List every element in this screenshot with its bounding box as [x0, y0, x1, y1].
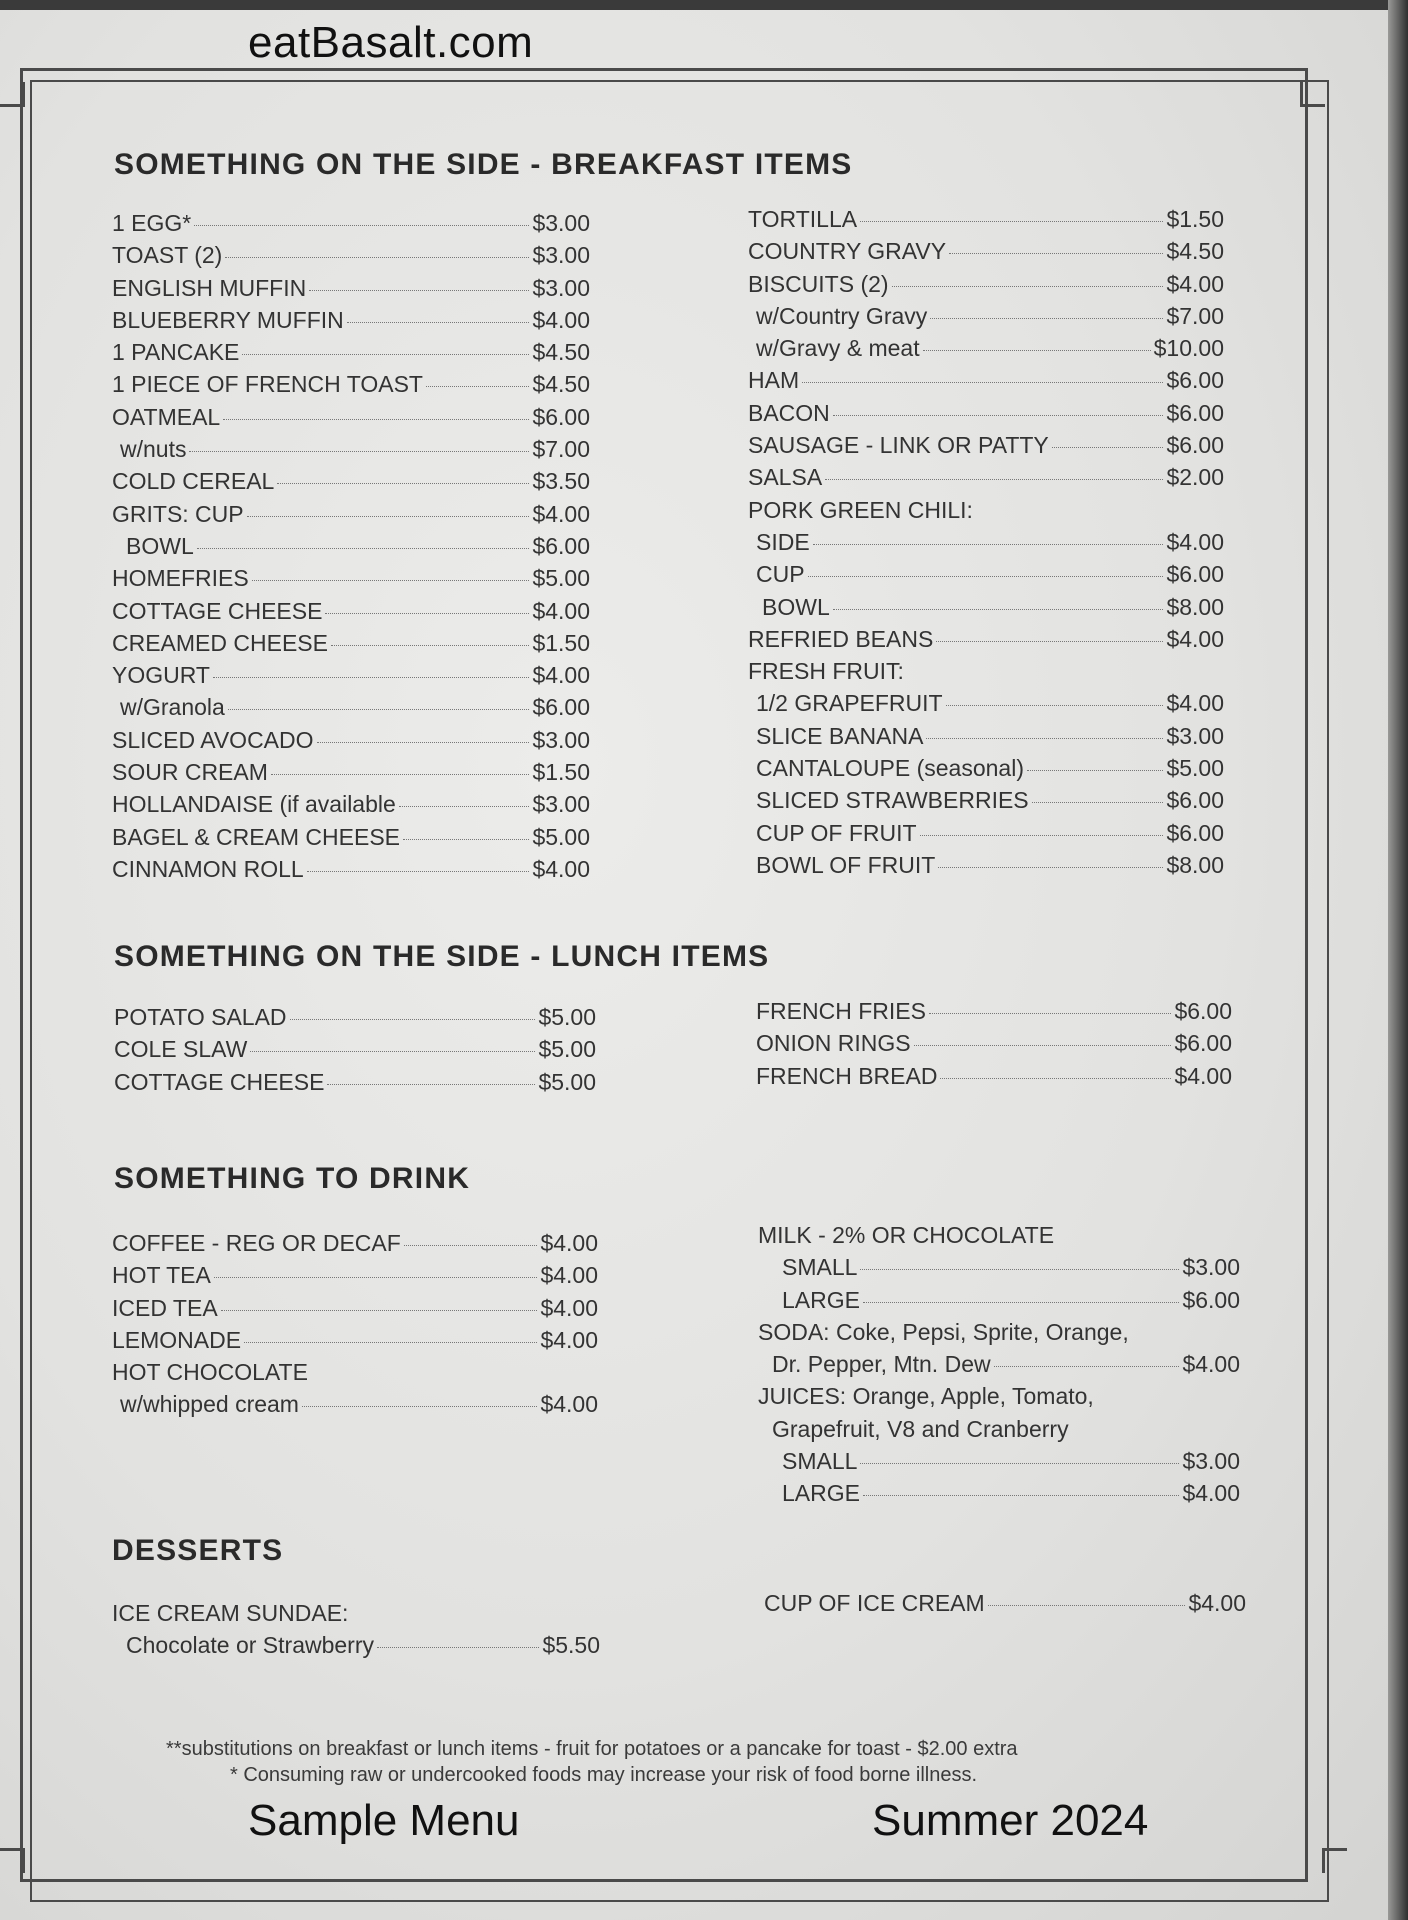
dot-leader — [860, 1463, 1179, 1464]
menu-item — [112, 598, 590, 630]
menu-item-name: w/Gravy & meat — [756, 335, 920, 362]
menu-item — [112, 630, 590, 662]
menu-item — [112, 1391, 598, 1423]
menu-item-price: $4.00 — [1166, 690, 1224, 717]
menu-item — [748, 820, 1224, 852]
menu-item-name: BISCUITS (2) — [748, 270, 889, 297]
dot-leader — [250, 1051, 535, 1052]
menu-item — [758, 1383, 1240, 1415]
menu-item-price: $4.00 — [1174, 1062, 1232, 1089]
breakfast-left-column — [112, 210, 590, 888]
menu-item-name: FRENCH BREAD — [756, 1062, 938, 1089]
dot-leader — [197, 548, 530, 549]
menu-item — [112, 1327, 598, 1359]
menu-item-name: SLICED STRAWBERRIES — [756, 787, 1029, 814]
page-top-edge — [0, 0, 1408, 10]
menu-item — [748, 497, 1224, 529]
menu-item-name: COTTAGE CHEESE — [114, 1068, 325, 1095]
menu-item-price: $4.00 — [532, 855, 590, 882]
dot-leader — [1032, 802, 1164, 803]
menu-item — [114, 1069, 596, 1101]
menu-item-price: $1.50 — [532, 759, 590, 786]
menu-item-price: $3.00 — [532, 726, 590, 753]
menu-item-price: $10.00 — [1153, 335, 1224, 362]
dot-leader — [930, 318, 1163, 319]
menu-item — [112, 210, 590, 242]
dot-leader — [403, 839, 529, 840]
menu-item — [112, 339, 590, 371]
page-right-edge — [1388, 0, 1408, 1920]
menu-item-name: COUNTRY GRAVY — [748, 238, 947, 265]
menu-item-price: $5.00 — [1166, 755, 1224, 782]
dot-leader — [271, 774, 530, 775]
dot-leader — [923, 350, 1151, 351]
menu-item-price: $6.00 — [1166, 561, 1224, 588]
menu-item — [748, 464, 1224, 496]
menu-item-name: CINNAMON ROLL — [112, 855, 304, 882]
menu-item-name: w/nuts — [120, 436, 187, 463]
dot-leader — [307, 871, 530, 872]
menu-item — [112, 371, 590, 403]
menu-item — [112, 1600, 600, 1632]
breakfast-right-column — [748, 206, 1224, 884]
menu-item-price: $6.00 — [1166, 787, 1224, 814]
menu-item — [748, 206, 1224, 238]
menu-item — [112, 404, 590, 436]
dot-leader — [994, 1366, 1180, 1367]
menu-item — [758, 1287, 1240, 1319]
menu-item-name: HOT CHOCOLATE — [112, 1359, 308, 1386]
menu-item — [748, 723, 1224, 755]
site-url: eatBasalt.com — [248, 18, 534, 67]
menu-item — [758, 1416, 1240, 1448]
border-corner-ornament — [0, 1848, 25, 1873]
menu-item-name: SAUSAGE - LINK OR PATTY — [748, 432, 1049, 459]
menu-item — [112, 694, 590, 726]
menu-item-price: $3.00 — [532, 242, 590, 269]
menu-item — [748, 755, 1224, 787]
menu-item — [112, 1230, 598, 1262]
dot-leader — [863, 1302, 1179, 1303]
menu-item-name: Dr. Pepper, Mtn. Dew — [772, 1351, 991, 1378]
menu-item-price: $4.50 — [532, 371, 590, 398]
menu-item-name: 1 PANCAKE — [112, 339, 240, 366]
menu-item — [756, 1063, 1232, 1095]
menu-item-price: $3.50 — [532, 468, 590, 495]
menu-item-price: $3.00 — [1182, 1448, 1240, 1475]
menu-item-price: $4.00 — [1166, 528, 1224, 555]
menu-item — [748, 529, 1224, 561]
menu-item-name: 1/2 GRAPEFRUIT — [756, 690, 943, 717]
menu-item-name: OATMEAL — [112, 403, 221, 430]
menu-item-name: BOWL OF FRUIT — [756, 851, 936, 878]
menu-item-name: CUP OF ICE CREAM — [764, 1590, 985, 1616]
menu-item-name: ICE CREAM SUNDAE: — [112, 1600, 349, 1626]
menu-item — [112, 824, 590, 856]
dot-leader — [914, 1045, 1172, 1046]
menu-item-name: LARGE — [782, 1286, 860, 1313]
menu-item-price: $4.00 — [532, 500, 590, 527]
dot-leader — [228, 709, 530, 710]
dot-leader — [860, 1269, 1179, 1270]
menu-item-name: HOT TEA — [112, 1262, 211, 1289]
menu-item-name: HOMEFRIES — [112, 565, 249, 592]
menu-item-price: $8.00 — [1166, 593, 1224, 620]
menu-item — [748, 658, 1224, 690]
menu-item-name: ICED TEA — [112, 1294, 218, 1321]
dot-leader — [936, 641, 1163, 642]
footer-season: Summer 2024 — [872, 1796, 1149, 1845]
menu-item-price: $1.50 — [532, 629, 590, 656]
menu-item-price: $5.00 — [532, 565, 590, 592]
menu-item-name: Grapefruit, V8 and Cranberry — [772, 1415, 1069, 1442]
dot-leader — [863, 1495, 1179, 1496]
menu-item — [112, 1295, 598, 1327]
border-corner-ornament — [1300, 82, 1325, 107]
menu-item — [112, 307, 590, 339]
menu-item-name: w/whipped cream — [120, 1391, 299, 1418]
menu-item-name: COLD CEREAL — [112, 468, 275, 495]
menu-item-name: TOAST (2) — [112, 242, 223, 269]
desserts-right-column — [764, 1590, 1246, 1622]
menu-item — [748, 432, 1224, 464]
menu-item-price: $4.00 — [540, 1326, 598, 1353]
dot-leader — [290, 1019, 536, 1020]
dot-leader — [940, 1078, 1171, 1079]
menu-item — [112, 501, 590, 533]
menu-item — [764, 1590, 1246, 1622]
menu-item — [112, 533, 590, 565]
menu-item-name: LARGE — [782, 1480, 860, 1507]
dot-leader — [213, 677, 529, 678]
menu-item — [112, 468, 590, 500]
menu-item — [748, 238, 1224, 270]
dot-leader — [214, 1277, 538, 1278]
menu-item-name: BOWL — [126, 532, 194, 559]
dot-leader — [802, 382, 1163, 383]
menu-item-price: $5.50 — [542, 1632, 600, 1659]
menu-item — [748, 271, 1224, 303]
lunch-left-column — [114, 1004, 596, 1101]
menu-item-name: HOLLANDAISE (if available — [112, 791, 396, 818]
menu-item-name: ENGLISH MUFFIN — [112, 274, 307, 301]
drinks-left-column — [112, 1230, 598, 1424]
dot-leader — [327, 1084, 535, 1085]
dot-leader — [194, 225, 529, 226]
menu-item-price: $4.00 — [1182, 1351, 1240, 1378]
menu-item-price: $4.00 — [532, 662, 590, 689]
menu-item-name: CUP — [756, 561, 805, 588]
menu-item-name: SALSA — [748, 464, 823, 491]
dot-leader — [302, 1406, 537, 1407]
menu-item — [114, 1036, 596, 1068]
menu-item — [112, 275, 590, 307]
menu-item-price: $4.50 — [532, 339, 590, 366]
menu-item-price: $6.00 — [532, 532, 590, 559]
border-corner-ornament — [0, 82, 25, 107]
menu-item-price: $4.00 — [540, 1391, 598, 1418]
menu-item-price: $4.00 — [1182, 1480, 1240, 1507]
menu-item-price: $4.50 — [1166, 238, 1224, 265]
menu-item-price: $3.00 — [1182, 1254, 1240, 1281]
menu-item — [112, 1262, 598, 1294]
menu-item-price: $6.00 — [1166, 432, 1224, 459]
menu-item-name: REFRIED BEANS — [748, 625, 934, 652]
menu-item-price: $6.00 — [1166, 399, 1224, 426]
lunch-section-title: SOMETHING ON THE SIDE - LUNCH ITEMS — [114, 940, 770, 973]
dot-leader — [808, 576, 1164, 577]
dot-leader — [426, 386, 529, 387]
dot-leader — [223, 419, 529, 420]
menu-item-name: COTTAGE CHEESE — [112, 597, 323, 624]
dot-leader — [317, 742, 530, 743]
dot-leader — [988, 1605, 1186, 1606]
menu-item-price: $6.00 — [532, 403, 590, 430]
menu-item-price: $6.00 — [532, 694, 590, 721]
menu-item — [114, 1004, 596, 1036]
dot-leader — [247, 516, 530, 517]
menu-item-name: FRESH FRUIT: — [748, 658, 904, 685]
menu-item-name: w/Country Gravy — [756, 302, 928, 329]
menu-item-price: $5.00 — [538, 1036, 596, 1063]
menu-item — [112, 727, 590, 759]
menu-item — [112, 242, 590, 274]
menu-item-name: ONION RINGS — [756, 1030, 911, 1057]
menu-item — [112, 1632, 600, 1664]
menu-item — [748, 787, 1224, 819]
drinks-right-column — [758, 1222, 1240, 1513]
substitutions-note: **substitutions on breakfast or lunch items - fruit for potatoes or a pancake for toast - $2.00 extra — [166, 1738, 1018, 1760]
menu-item-price: $3.00 — [532, 274, 590, 301]
menu-item-price: $2.00 — [1166, 464, 1224, 491]
menu-item — [748, 400, 1224, 432]
menu-item — [748, 690, 1224, 722]
raw-food-warning: * Consuming raw or undercooked foods may increase your risk of food borne illness. — [230, 1764, 978, 1786]
dot-leader — [225, 257, 529, 258]
menu-item-name: JUICES: Orange, Apple, Tomato, — [758, 1383, 1094, 1410]
menu-item — [748, 367, 1224, 399]
menu-item-price: $3.00 — [1166, 722, 1224, 749]
menu-item-price: $7.00 — [532, 436, 590, 463]
menu-item-price: $4.00 — [540, 1294, 598, 1321]
menu-item-name: w/Granola — [120, 694, 225, 721]
menu-item-price: $4.00 — [540, 1262, 598, 1289]
menu-item-price: $1.50 — [1166, 206, 1224, 232]
dot-leader — [813, 544, 1164, 545]
menu-item-name: COLE SLAW — [114, 1036, 248, 1063]
menu-item — [758, 1448, 1240, 1480]
menu-item-name: BAGEL & CREAM CHEESE — [112, 823, 401, 850]
menu-item-price: $3.00 — [532, 210, 590, 236]
menu-item — [112, 791, 590, 823]
menu-item-price: $3.00 — [532, 791, 590, 818]
menu-item-name: SLICE BANANA — [756, 722, 924, 749]
dot-leader — [347, 322, 530, 323]
dot-leader — [404, 1245, 538, 1246]
menu-item — [748, 594, 1224, 626]
dot-leader — [926, 738, 1163, 739]
breakfast-section-title: SOMETHING ON THE SIDE - BREAKFAST ITEMS — [114, 148, 853, 181]
menu-item-name: GRITS: CUP — [112, 500, 244, 527]
menu-item — [756, 1030, 1232, 1062]
menu-item — [758, 1254, 1240, 1286]
menu-item-name: POTATO SALAD — [114, 1004, 287, 1030]
dot-leader — [277, 483, 529, 484]
dot-leader — [244, 1342, 537, 1343]
menu-item-price: $6.00 — [1174, 998, 1232, 1024]
menu-item-name: SIDE — [756, 528, 810, 555]
menu-item-price: $6.00 — [1166, 819, 1224, 846]
dot-leader — [252, 580, 530, 581]
menu-item-price: $5.00 — [538, 1068, 596, 1095]
menu-item-name: 1 PIECE OF FRENCH TOAST — [112, 371, 423, 398]
footer-sample-menu: Sample Menu — [248, 1796, 520, 1845]
menu-item-price: $4.00 — [1188, 1590, 1246, 1616]
menu-item — [748, 561, 1224, 593]
menu-item — [112, 662, 590, 694]
menu-item-name: TORTILLA — [748, 206, 858, 232]
menu-item-price: $4.00 — [540, 1230, 598, 1256]
menu-item-name: PORK GREEN CHILI: — [748, 496, 973, 523]
menu-item — [758, 1351, 1240, 1383]
menu-item-name: MILK - 2% OR CHOCOLATE — [758, 1222, 1055, 1248]
menu-item-name: SLICED AVOCADO — [112, 726, 314, 753]
menu-item-name: SOUR CREAM — [112, 759, 268, 786]
menu-item-price: $6.00 — [1174, 1030, 1232, 1057]
menu-item-name: FRENCH FRIES — [756, 998, 926, 1024]
menu-item-price: $8.00 — [1166, 851, 1224, 878]
menu-item — [748, 852, 1224, 884]
menu-item — [756, 998, 1232, 1030]
dot-leader — [892, 286, 1164, 287]
menu-item-name: BOWL — [762, 593, 830, 620]
menu-item — [112, 1359, 598, 1391]
menu-item — [758, 1319, 1240, 1351]
dot-leader — [242, 354, 529, 355]
dot-leader — [833, 415, 1164, 416]
menu-item-name: HAM — [748, 367, 800, 394]
dot-leader — [331, 645, 529, 646]
menu-item-name: YOGURT — [112, 662, 210, 689]
menu-item — [112, 436, 590, 468]
menu-item — [112, 856, 590, 888]
dot-leader — [377, 1647, 539, 1648]
menu-item — [112, 565, 590, 597]
menu-item — [748, 626, 1224, 658]
dot-leader — [189, 451, 529, 452]
menu-item-name: LEMONADE — [112, 1326, 242, 1353]
menu-item-price: $4.00 — [1166, 270, 1224, 297]
menu-item-name: 1 EGG* — [112, 210, 192, 236]
dot-leader — [221, 1310, 538, 1311]
border-corner-ornament — [1322, 1848, 1347, 1873]
dot-leader — [1052, 447, 1164, 448]
dot-leader — [929, 1013, 1171, 1014]
menu-item-price: $5.00 — [538, 1004, 596, 1030]
menu-item — [748, 303, 1224, 335]
menu-item — [758, 1222, 1240, 1254]
dot-leader — [920, 835, 1164, 836]
dot-leader — [860, 221, 1163, 222]
menu-item-price: $4.00 — [532, 306, 590, 333]
dot-leader — [949, 253, 1163, 254]
menu-item-name: CANTALOUPE (seasonal) — [756, 755, 1024, 782]
dot-leader — [825, 479, 1163, 480]
dot-leader — [946, 705, 1164, 706]
menu-item-price: $4.00 — [1166, 625, 1224, 652]
menu-item — [758, 1480, 1240, 1512]
menu-item-name: SODA: Coke, Pepsi, Sprite, Orange, — [758, 1318, 1129, 1345]
menu-item-name: Chocolate or Strawberry — [126, 1632, 374, 1659]
dot-leader — [833, 609, 1164, 610]
menu-item — [748, 335, 1224, 367]
drinks-section-title: SOMETHING TO DRINK — [114, 1162, 471, 1195]
dot-leader — [325, 613, 529, 614]
dot-leader — [309, 290, 529, 291]
menu-item-name: BACON — [748, 399, 830, 426]
dot-leader — [399, 806, 530, 807]
dot-leader — [938, 867, 1163, 868]
desserts-left-column — [112, 1600, 600, 1665]
menu-item-price: $5.00 — [532, 823, 590, 850]
menu-item-price: $6.00 — [1182, 1286, 1240, 1313]
menu-item-price: $7.00 — [1166, 302, 1224, 329]
menu-item-price: $6.00 — [1166, 367, 1224, 394]
menu-item-name: BLUEBERRY MUFFIN — [112, 306, 344, 333]
menu-item-price: $4.00 — [532, 597, 590, 624]
desserts-section-title: DESSERTS — [112, 1534, 284, 1567]
menu-item — [112, 759, 590, 791]
menu-item-name: CREAMED CHEESE — [112, 629, 328, 656]
menu-item-name: SMALL — [782, 1254, 858, 1281]
menu-item-name: SMALL — [782, 1448, 858, 1475]
dot-leader — [1027, 770, 1163, 771]
menu-item-name: CUP OF FRUIT — [756, 819, 917, 846]
lunch-right-column — [756, 998, 1232, 1095]
menu-item-name: COFFEE - REG OR DECAF — [112, 1230, 401, 1256]
